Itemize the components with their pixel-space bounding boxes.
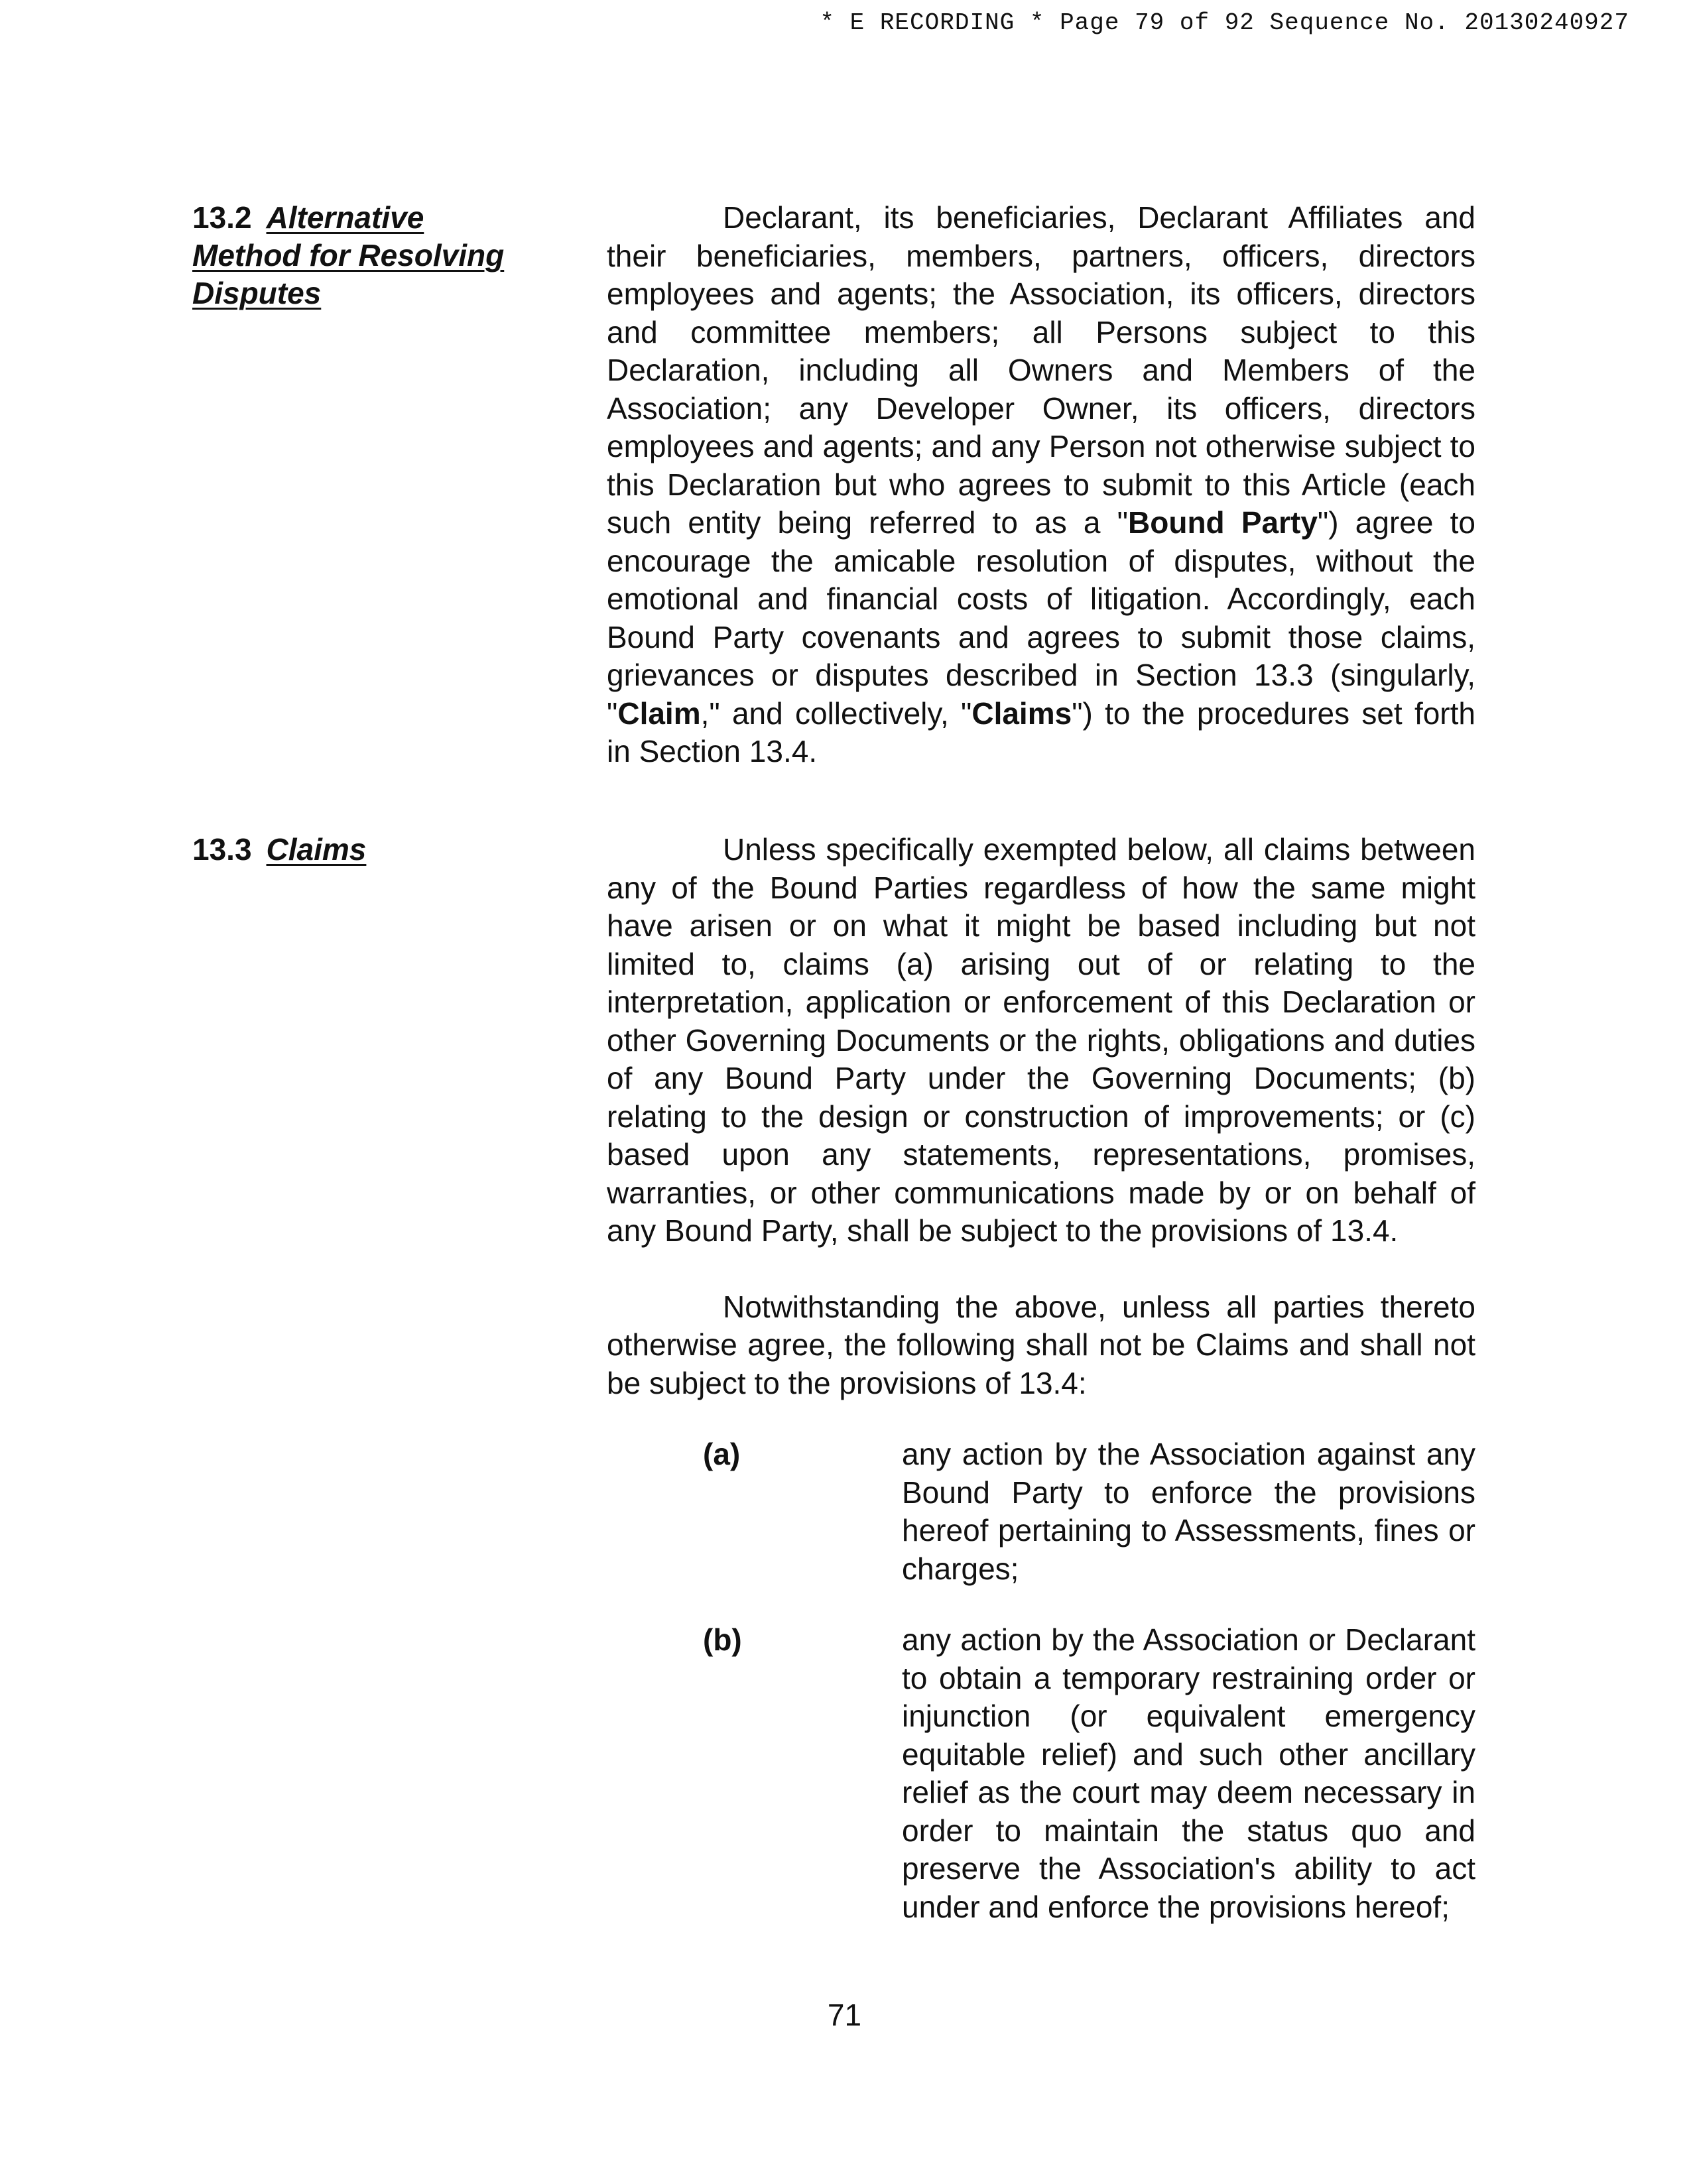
section-title-line-3: Disputes	[192, 276, 322, 310]
section-title-line-2: Method for Resolving	[192, 238, 505, 273]
list-item-text: any action by the Association against any Bound Party to enforce the provisions hereof pertaining to Assessments, fines or charges;	[902, 1437, 1475, 1586]
list-item-a	[703, 1435, 1475, 1588]
paragraph-text: ") agree to encourage the amicable resolution of disputes, without the emotional and financial costs of litigation. Accordingly, each Bound Party covenants and agrees to submit those claims, grievances or disputes described in Section 13.3 (singularly, "	[607, 505, 1475, 731]
section-number: 13.3	[192, 832, 252, 867]
recording-header: * E RECORDING * Page 79 of 92 Sequence No. 20130240927	[820, 9, 1629, 36]
paragraph	[607, 199, 1475, 771]
list-item-marker: (a)	[703, 1437, 741, 1471]
list-item-marker: (b)	[703, 1622, 742, 1657]
paragraph-text: ," and collectively, "	[700, 696, 972, 731]
defined-term-claim: Claim	[617, 696, 701, 731]
defined-term-claims: Claims	[971, 696, 1072, 731]
section-body	[607, 199, 1475, 771]
defined-term-bound-party: Bound Party	[1128, 505, 1318, 540]
paragraph-text: ") to the procedures set forth in Section 13.4.	[607, 696, 1475, 768]
paragraph: Unless specifically exempted below, all claims between any of the Bound Parties regardless of how the same might have arisen or on what it might be based including but not limited to, claims (a) arising out of or relating to the interpretation, application or enforcement of this Declaration or other Governing Documents or the rights, obligations and duties of any Bound Party under the Governing Documents; (b) relating to the design or construction of improvements; or (c) based upon any statements, representations, promises, warranties, or other communications made by or on behalf of any Bound Party, shall be subject to the provisions of 13.4.	[607, 832, 1475, 1248]
list-item-text: any action by the Association or Declarant to obtain a temporary restraining order or injunction (or equivalent emergency equitable relief) and such other ancillary relief as the court may deem necessary in order to maintain the status quo and preserve the Association's ability to act under and enforce the provisions hereof;	[902, 1622, 1475, 1924]
section-number: 13.2	[192, 200, 252, 235]
section-13-3	[192, 831, 1475, 1958]
section-13-2	[192, 199, 1475, 816]
section-heading	[192, 199, 564, 312]
section-title: Alternative	[266, 200, 424, 235]
paragraph-text: Declarant, its beneficiaries, Declarant Affiliates and their beneficiaries, members, partners, officers, directors employees and agents; the Association, its officers, directors and committee members; all Persons subject to this Declaration, including all Owners and Members of the Association; any Developer Owner, its officers, directors employees and agents; and any Person not otherwise subject to this Declaration but who agrees to submit to this Article (each such entity being referred to as a "	[607, 200, 1475, 540]
list-item-b	[703, 1621, 1475, 1926]
section-body	[607, 831, 1475, 1926]
page-number: 71	[827, 1998, 862, 2032]
paragraph: Notwithstanding the above, unless all parties thereto otherwise agree, the following shall not be Claims and shall not be subject to the provisions of 13.4:	[607, 1289, 1475, 1400]
section-title: Claims	[266, 832, 367, 867]
section-heading	[192, 831, 564, 869]
